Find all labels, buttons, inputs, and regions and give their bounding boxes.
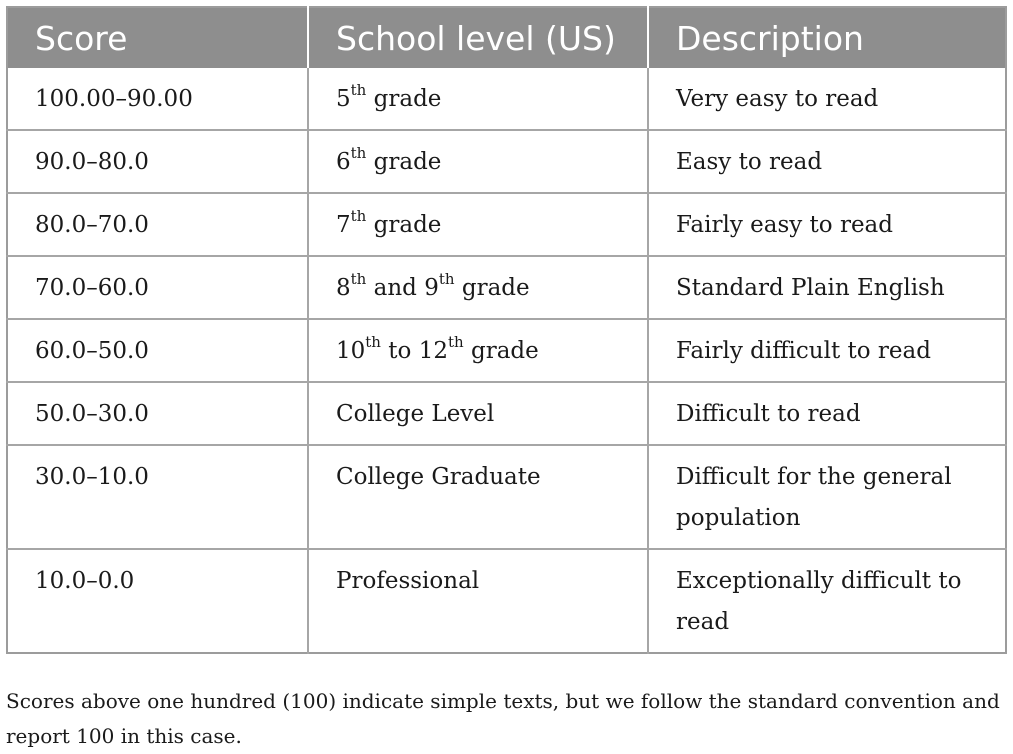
school-level-cell: [308, 319, 648, 382]
level-number: 7: [336, 212, 351, 238]
level-ordinal-2: th: [447, 333, 464, 352]
score-cell: 70.0–60.0: [7, 256, 308, 319]
score-cell: 90.0–80.0: [7, 130, 308, 193]
level-suffix: grade: [366, 149, 442, 175]
level-ordinal: th: [365, 333, 381, 352]
table-row: [7, 319, 1006, 382]
level-suffix: grade: [463, 338, 539, 364]
level-suffix: grade: [366, 86, 442, 112]
school-level-cell: Professional: [308, 549, 648, 653]
score-cell: 50.0–30.0: [7, 382, 308, 445]
level-number: 6: [336, 149, 351, 175]
description-cell: Very easy to read: [648, 68, 1006, 130]
school-level-cell: [308, 130, 648, 193]
table-row: [7, 382, 1006, 445]
score-cell: 60.0–50.0: [7, 319, 308, 382]
description-cell: Fairly difficult to read: [648, 319, 1006, 382]
header-score: Score: [7, 7, 308, 68]
description-cell: Difficult to read: [648, 382, 1006, 445]
school-level-cell: [308, 256, 648, 319]
level-ordinal: th: [350, 270, 367, 289]
level-middle: to 12: [380, 338, 448, 364]
level-suffix: grade: [454, 275, 530, 301]
table-row: [7, 445, 1006, 549]
score-cell: 100.00–90.00: [7, 68, 308, 130]
table-row: [7, 256, 1006, 319]
description-cell: Exceptionally difficult to read: [676, 568, 962, 635]
level-suffix: grade: [366, 212, 442, 238]
level-middle: and 9: [366, 275, 439, 301]
level-ordinal-2: th: [438, 270, 455, 289]
table-body: [7, 68, 1006, 653]
level-ordinal: th: [350, 144, 367, 163]
table-row: [7, 68, 1006, 130]
table-header: [7, 7, 1006, 68]
description-cell: Difficult for the general population: [648, 445, 1006, 549]
description-cell: Easy to read: [648, 130, 1006, 193]
score-cell: 30.0–10.0: [7, 445, 308, 549]
header-description: Description: [648, 7, 1006, 68]
level-ordinal: th: [350, 81, 367, 100]
score-cell: 10.0–0.0: [7, 549, 308, 653]
table-row: [7, 193, 1006, 256]
level-ordinal: th: [350, 207, 367, 226]
school-level-cell: College Graduate: [308, 445, 648, 549]
header-school-level: School level (US): [308, 7, 648, 68]
level-number: 10: [336, 338, 366, 364]
level-number: 8: [336, 275, 351, 301]
description-cell: Fairly easy to read: [648, 193, 1006, 256]
table-row: [7, 549, 1006, 653]
table-footnote: Scores above one hundred (100) indicate simple texts, but we follow the standard convention and report 100 in this case.: [6, 689, 1000, 748]
score-cell: 80.0–70.0: [7, 193, 308, 256]
table-row: [7, 130, 1006, 193]
level-number: 5: [336, 86, 351, 112]
description-cell: Standard Plain English: [648, 256, 1006, 319]
school-level-cell: [308, 193, 648, 256]
header-row: [7, 7, 1006, 68]
readability-table: [6, 6, 1007, 654]
school-level-cell: College Level: [308, 382, 648, 445]
school-level-cell: [308, 68, 648, 130]
